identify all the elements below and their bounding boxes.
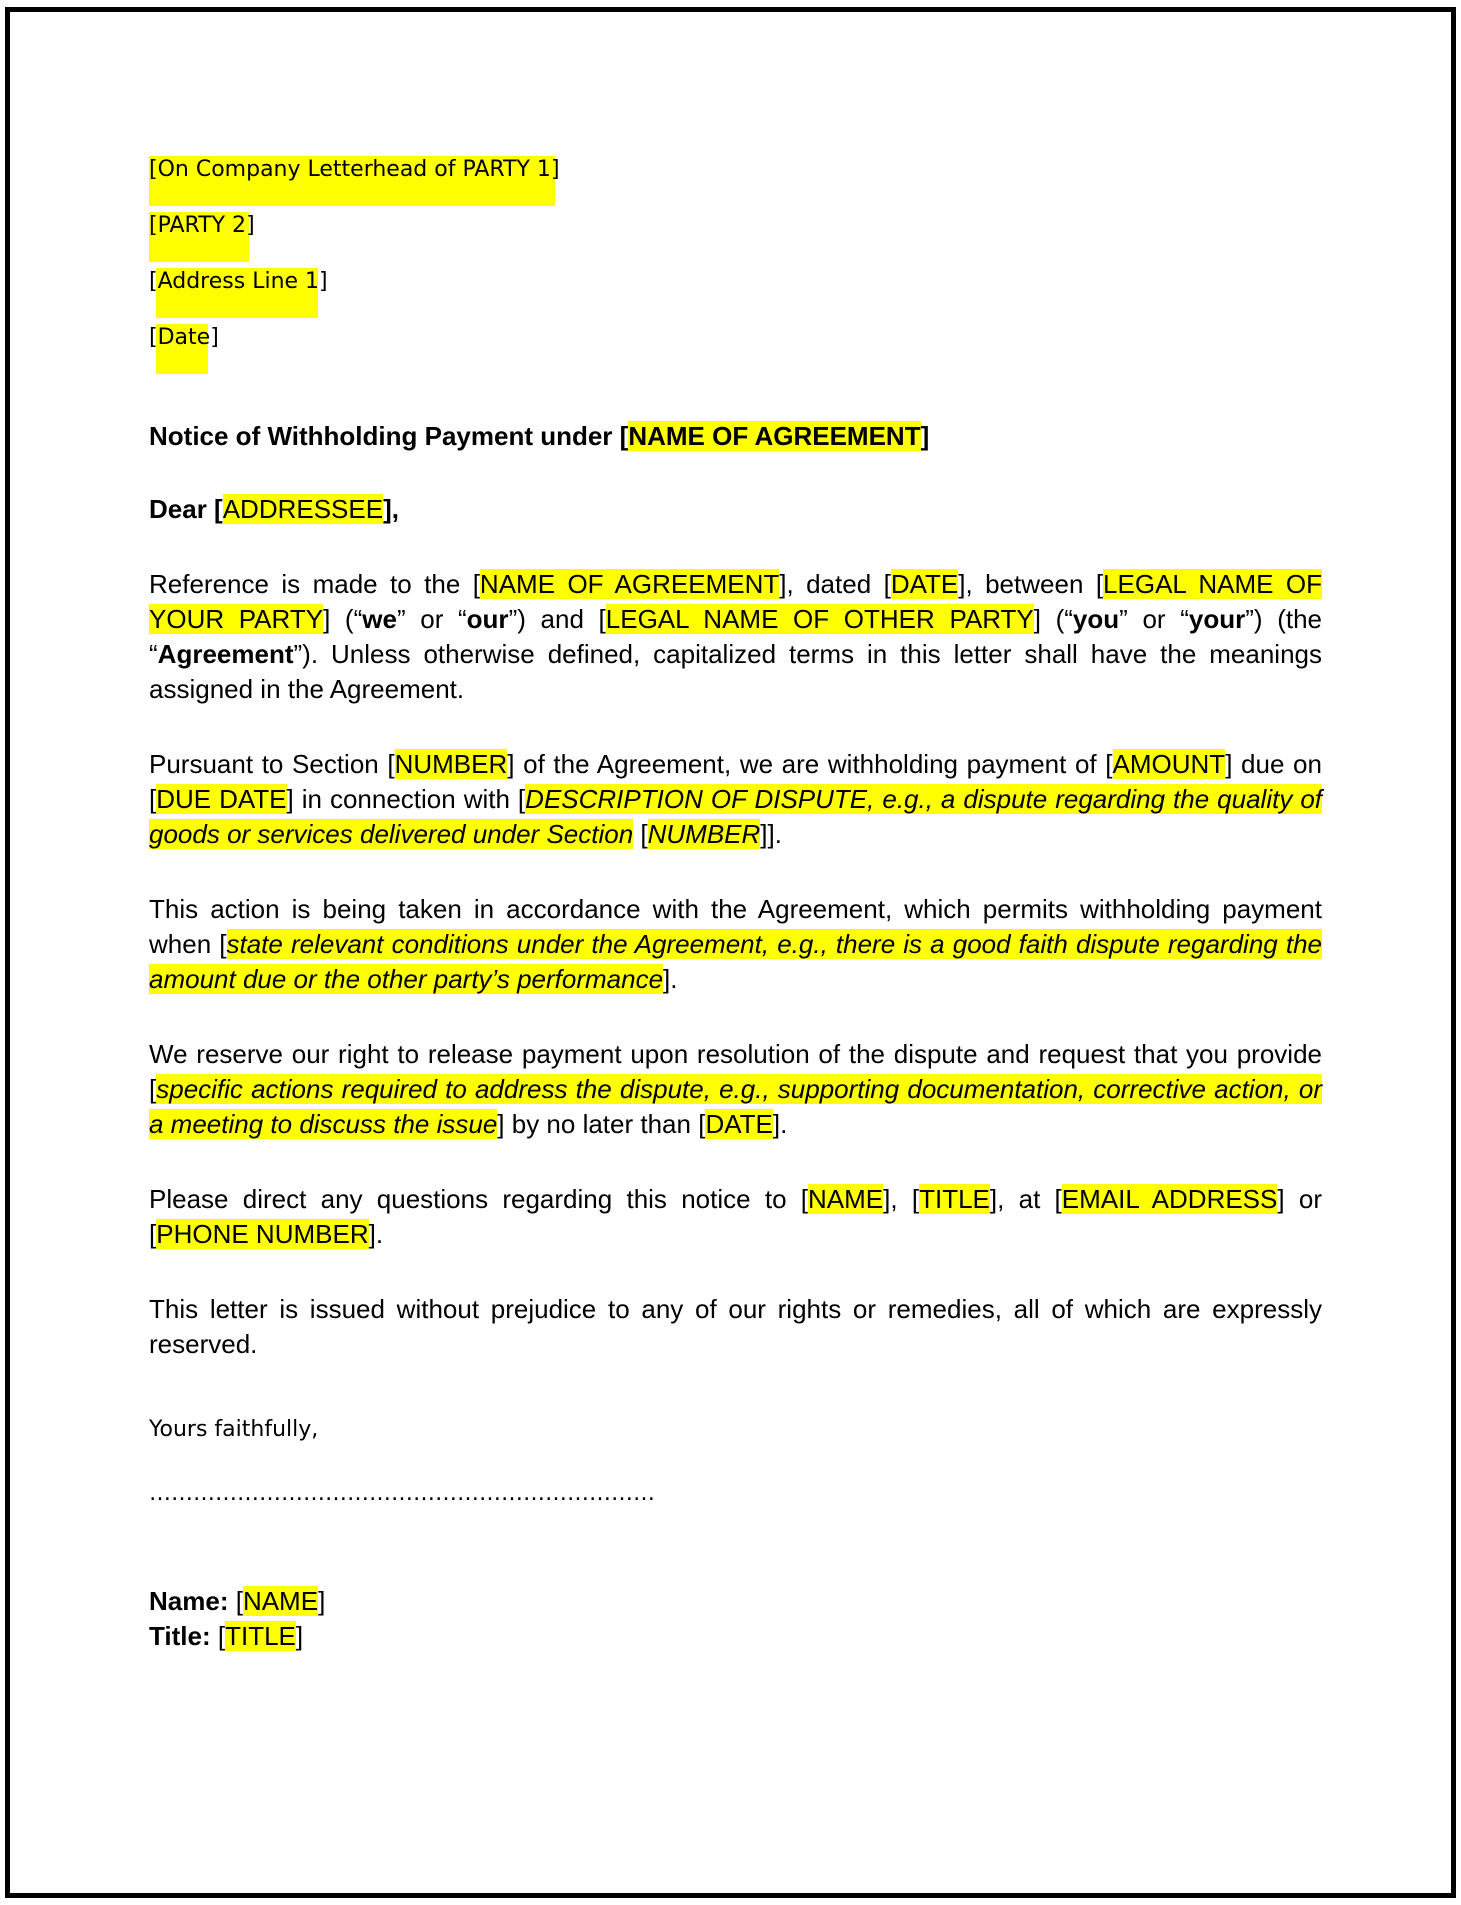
paragraph-reserve-rights: We reserve our right to release payment upon resolution of the dispute and request that you provide [specific actions required to address the dispute, e.g., supporting documentation, corrective action, or a meeting to discuss the issue] by no later than [DATE]. <box>149 1039 1322 1139</box>
date-placeholder: Date <box>157 325 211 350</box>
paragraph-without-prejudice: This letter is issued without prejudice to any of our rights or remedies, all of which are expressly reserved. <box>149 1294 1322 1359</box>
signature-line: …………………………………………………………… <box>149 1481 655 1506</box>
paragraph-contact: Please direct any questions regarding this notice to [NAME], [TITLE], at [EMAIL ADDRESS] or [PHONE NUMBER]. <box>149 1184 1322 1249</box>
closing: Yours faithfully, <box>149 1417 319 1442</box>
signatory-name: Name: [NAME] <box>149 1586 326 1616</box>
document-page <box>5 7 1456 1898</box>
agreement-name-placeholder: NAME OF AGREEMENT <box>628 421 921 451</box>
letterhead-line: [On Company Letterhead of PARTY 1] <box>149 150 1322 206</box>
paragraph-reference: Reference is made to the [NAME OF AGREEMENT], dated [DATE], between [LEGAL NAME OF YOUR PARTY] (“we” or “our”) and [LEGAL NAME OF OTHER PARTY] (“you” or “your”) (the “Agreement”). Unless otherwise defined, capitalized terms in this letter shall have the meanings assigned in the Agreement. <box>149 569 1322 704</box>
letterhead-placeholder: On Company Letterhead of PARTY 1 <box>157 157 551 182</box>
recipient-line: [PARTY 2] <box>149 206 1322 262</box>
addressee-placeholder: ADDRESSEE <box>222 494 384 524</box>
greeting: Dear [ADDRESSEE], <box>149 494 399 524</box>
signatory-title: Title: [TITLE] <box>149 1621 304 1651</box>
notice-title: Notice of Withholding Payment under [NAME OF AGREEMENT] <box>149 421 930 451</box>
address-line: [Address Line 1] <box>149 262 1322 318</box>
address-placeholder: Address Line 1 <box>157 269 320 294</box>
paragraph-conditions: This action is being taken in accordance with the Agreement, which permits withholding payment when [state relevant conditions under the Agreement, e.g., there is a good faith dispute regarding the amount due or the other party’s performance]. <box>149 894 1323 994</box>
letter-body <box>149 150 1322 1654</box>
party2-placeholder: PARTY 2 <box>157 213 247 238</box>
date-line: [Date] <box>149 318 1322 374</box>
paragraph-withholding: Pursuant to Section [NUMBER] of the Agreement, we are withholding payment of [AMOUNT] due on [DUE DATE] in connection with [DESCRIPTION OF DISPUTE, e.g., a dispute regarding the quality of goods or services delivered under Section [NUMBER]]. <box>149 749 1323 849</box>
